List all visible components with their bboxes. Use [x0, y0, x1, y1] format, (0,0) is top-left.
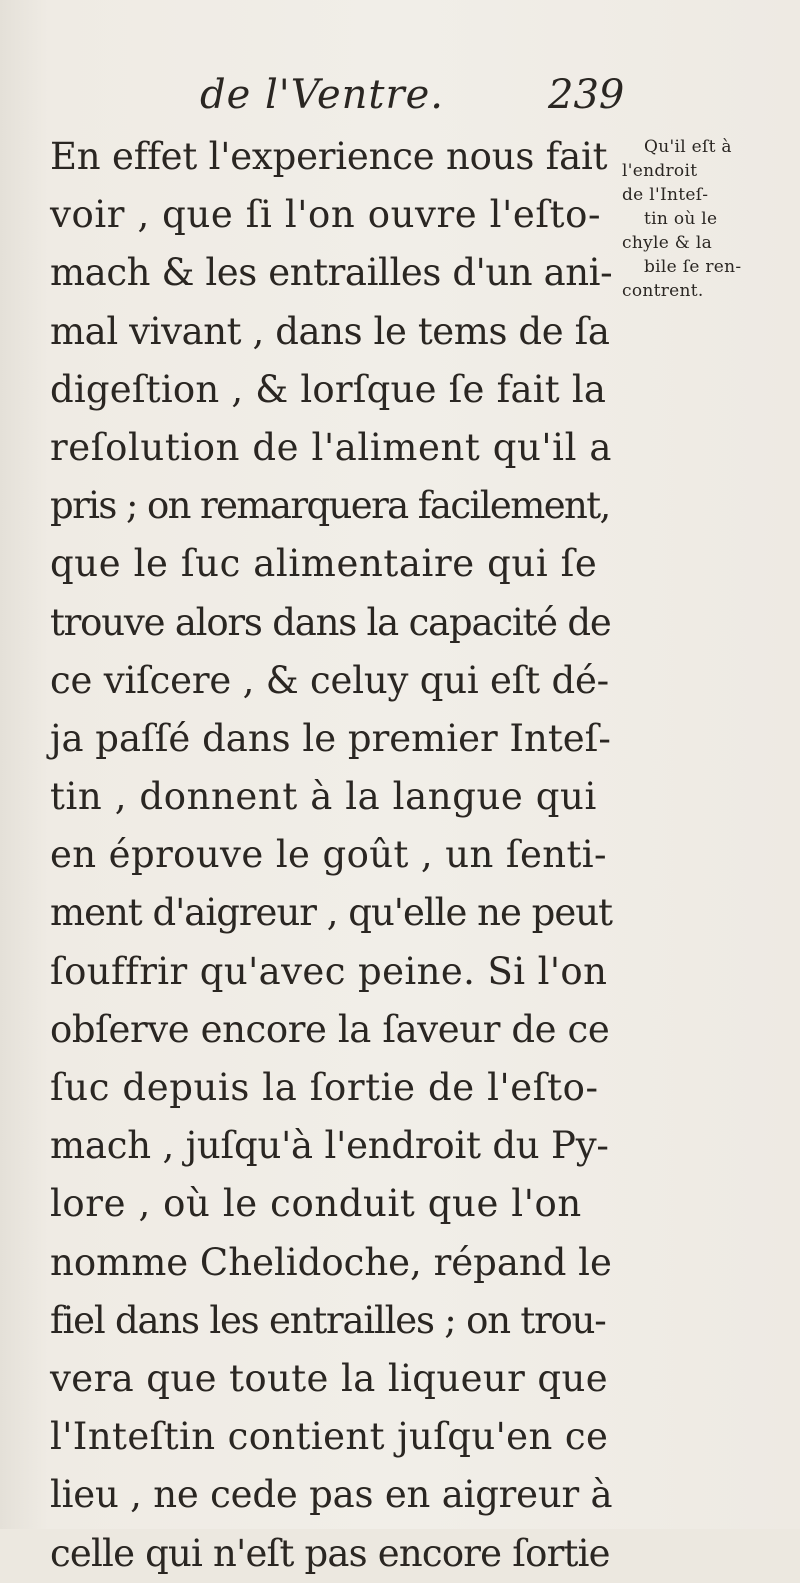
- margin-note-line: Qu'il eſt à: [644, 137, 732, 157]
- text-line: lore , où le conduit que l'on: [50, 1182, 582, 1226]
- margin-note: [622, 135, 792, 303]
- margin-note-line: bile ſe ren-: [644, 257, 742, 277]
- text-line: En effet l'experience nous fait: [50, 135, 608, 178]
- margin-note-line: chyle & la: [622, 233, 713, 253]
- text-line: en éprouve le goût , un ſenti-: [50, 833, 607, 877]
- text-line: lieu , ne cede pas en aigreur à: [50, 1473, 613, 1517]
- margin-note-line: l'endroit: [622, 161, 698, 181]
- text-line: mach & les entrailles d'un ani-: [50, 251, 613, 295]
- text-line: pris ; on remarquera facilement,: [50, 484, 610, 528]
- text-line: ce viſcere , & celuy qui eſt dé-: [50, 658, 609, 702]
- margin-note-line: contrent.: [622, 281, 704, 301]
- text-line: obſerve encore la ſaveur de ce: [50, 1007, 610, 1051]
- page-number: 239: [548, 72, 625, 118]
- text-line: digeſtion , & lorſque ſe fait la: [50, 367, 607, 411]
- text-line: ja paſſé dans le premier Inteſ-: [50, 716, 611, 760]
- text-line: mach , juſqu'à l'endroit du Py-: [50, 1124, 609, 1168]
- text-line: reſolution de l'aliment qu'il a: [50, 425, 613, 469]
- text-line: celle qui n'eſt pas encore ſortie: [50, 1531, 610, 1575]
- text-line: tin , donnent à la langue qui: [50, 775, 597, 819]
- text-line: voir , que ſi l'on ouvre l'eſto-: [50, 193, 602, 237]
- page-header: [0, 72, 800, 122]
- body-text: [50, 128, 613, 1583]
- text-line: ſuc depuis la ſortie de l'eſto-: [50, 1066, 599, 1109]
- text-line: fiel dans les entrailles ; on trou-: [50, 1298, 606, 1342]
- text-line: ſouffrir qu'avec peine. Si l'on: [50, 949, 608, 993]
- running-title: de l'Ventre.: [200, 72, 445, 118]
- text-line: que le ſuc alimentaire qui ſe: [50, 542, 598, 586]
- text-line: trouve alors dans la capacité de: [50, 600, 611, 644]
- text-line: mal vivant , dans le tems de ſa: [50, 309, 610, 353]
- text-line: vera que toute la liqueur que: [50, 1356, 609, 1400]
- text-line: l'Inteſtin contient juſqu'en ce: [50, 1415, 609, 1459]
- margin-note-line: de l'Inteſ-: [622, 185, 709, 205]
- margin-note-line: tin où le: [644, 209, 718, 229]
- text-line: nomme Chelidoche, répand le: [50, 1240, 612, 1284]
- text-line: ment d'aigreur , qu'elle ne peut: [50, 891, 612, 935]
